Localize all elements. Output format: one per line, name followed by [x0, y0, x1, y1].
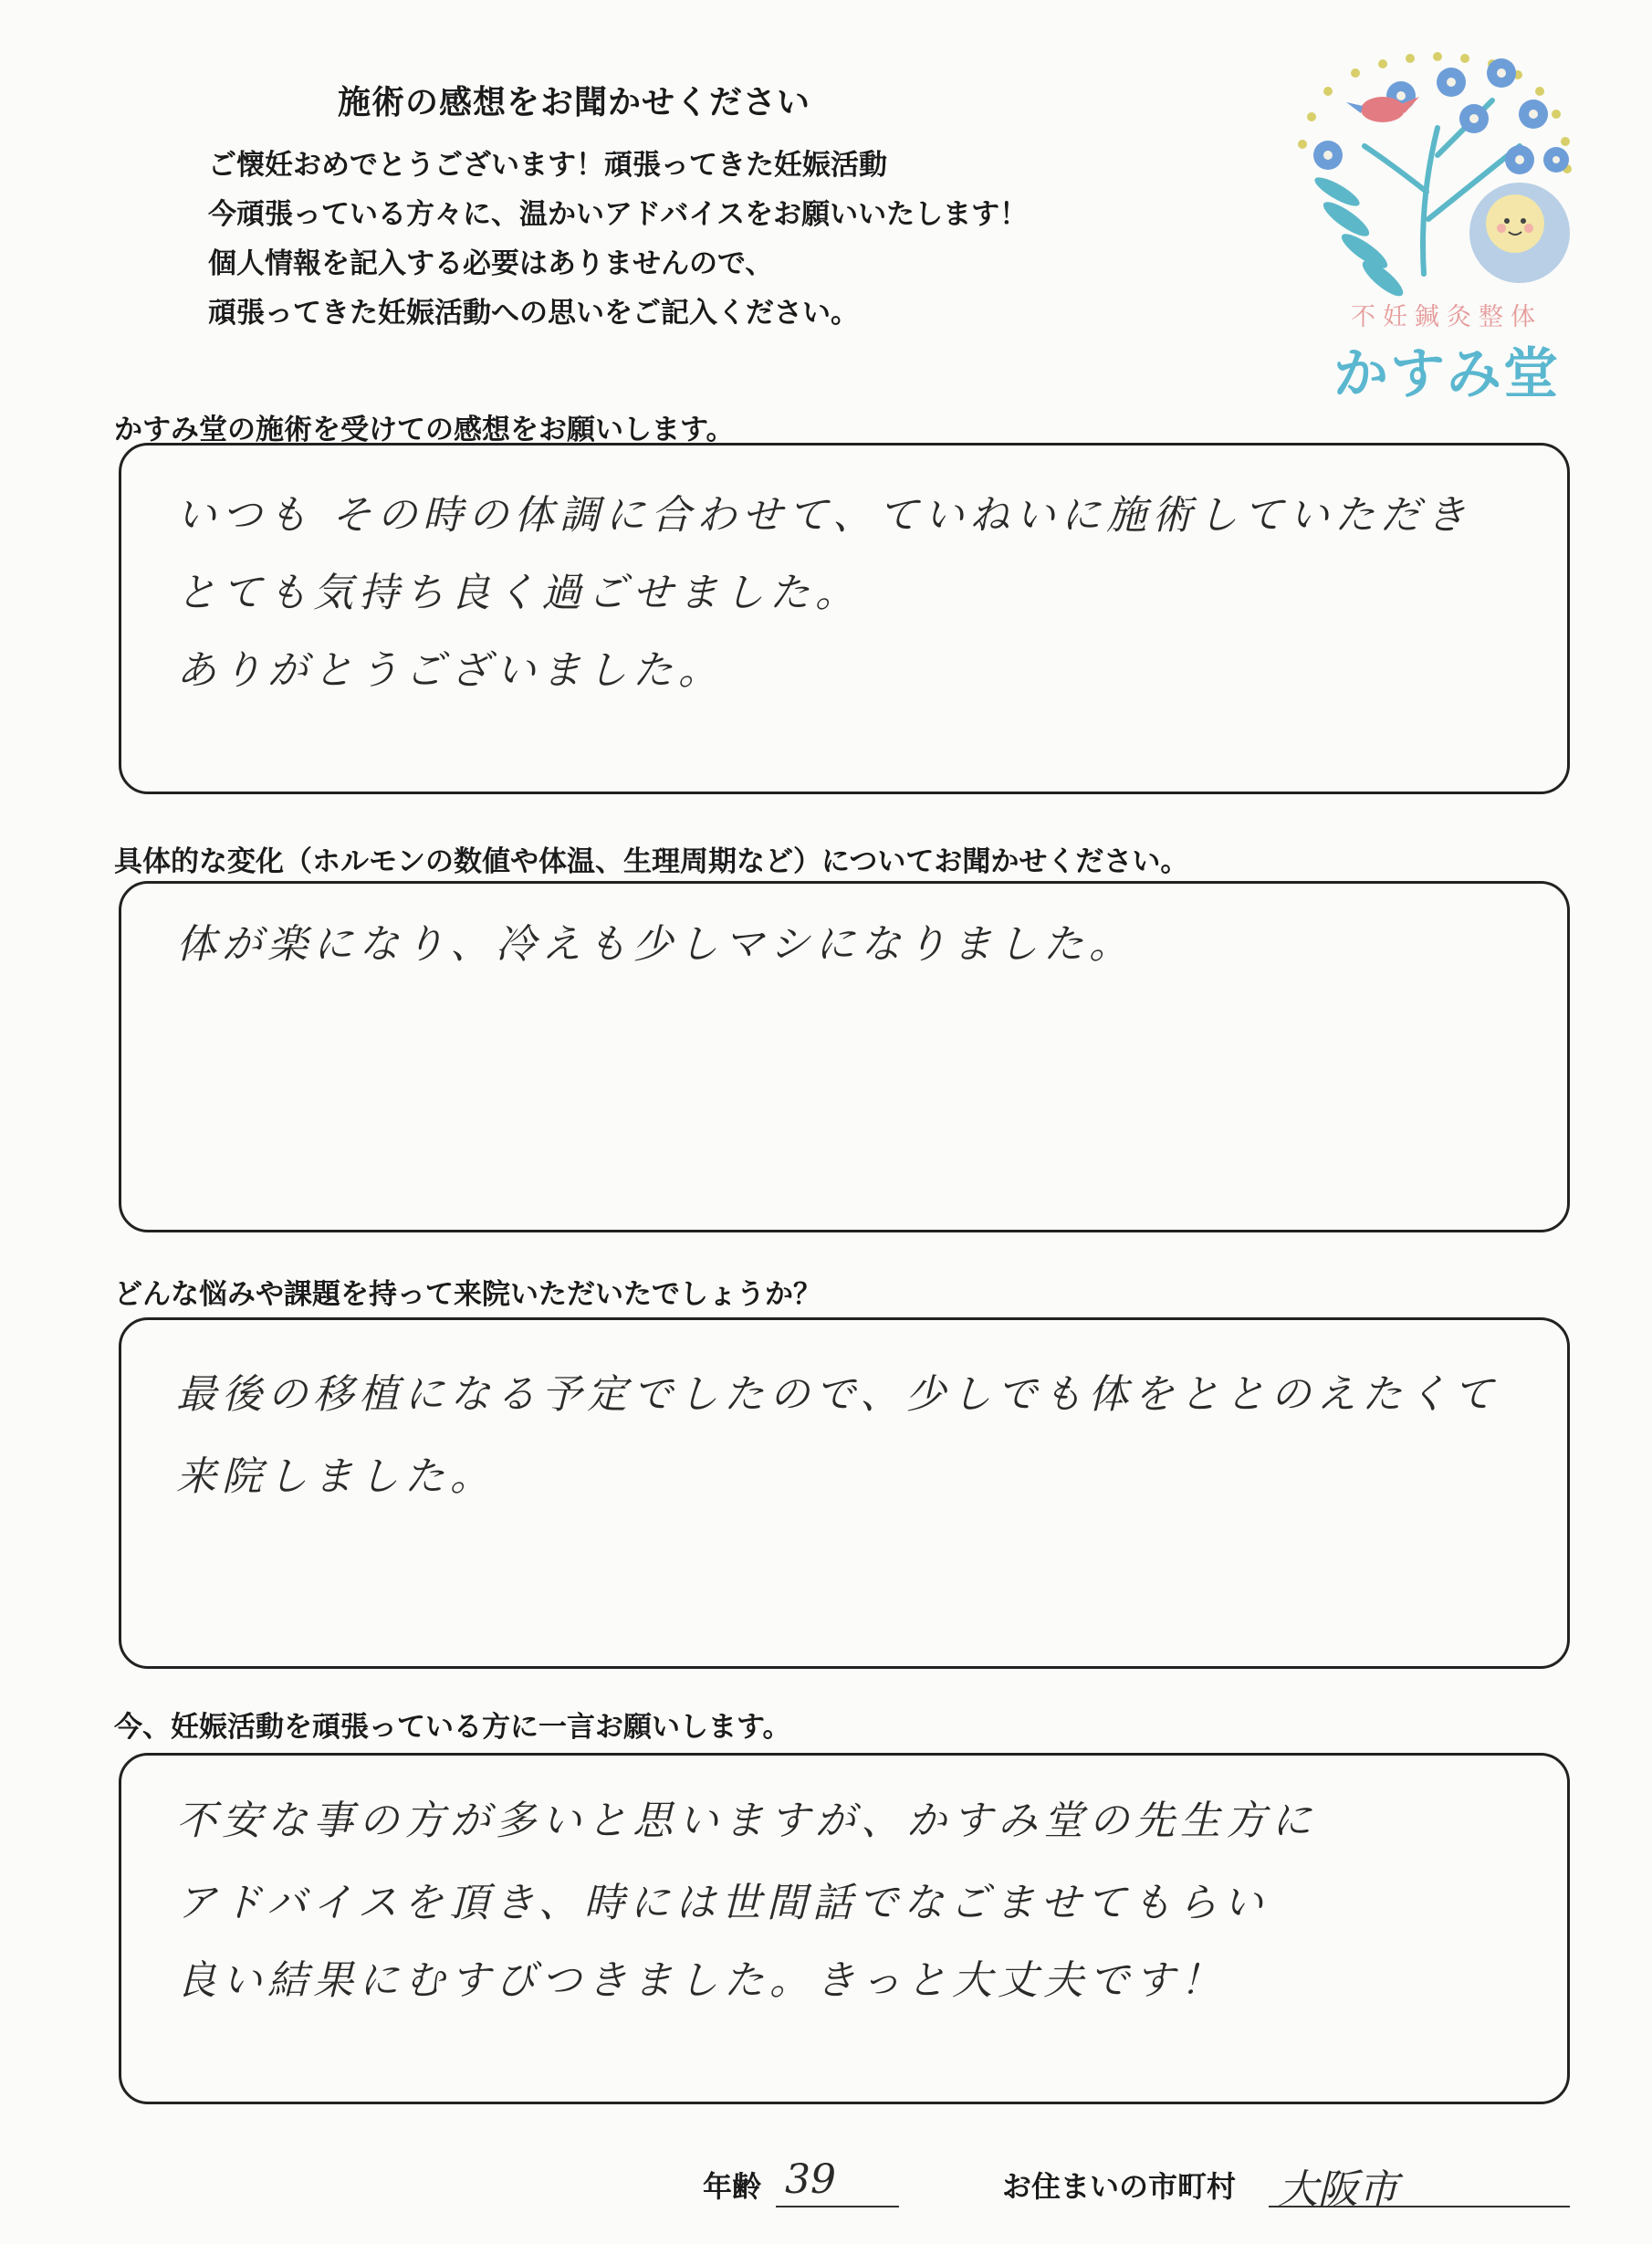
leaves	[1312, 173, 1407, 297]
answer-box-message	[119, 1753, 1570, 2104]
age-label: 年齢	[703, 2169, 762, 2204]
intro-line: ご懐妊おめでとうございます！頑張ってきた妊娠活動	[208, 149, 887, 182]
handwritten-line: 良い結果にむすびつきました。きっと大丈夫です！	[176, 1957, 1226, 2004]
city-label: お住まいの市町村	[1002, 2169, 1237, 2204]
handwritten-line: 来院しました。	[176, 1453, 496, 1500]
handwritten-line: 不安な事の方が多いと思いますが、かすみ堂の先生方に	[176, 1798, 1317, 1844]
answer-box-impression	[119, 443, 1570, 794]
answer-box-concerns	[119, 1317, 1570, 1669]
intro-line: 今頑張っている方々に、温かいアドバイスをお願いいたします！	[208, 198, 1029, 231]
intro-line: 頑張ってきた妊娠活動への思いをご記入ください。	[208, 297, 859, 330]
page-title: 施術の感想をお聞かせください	[338, 84, 811, 121]
question-label-concerns: どんな悩みや課題を持って来院いただいたでしょうか？	[114, 1278, 821, 1311]
intro-text	[208, 141, 1028, 338]
logo-illustration	[1291, 46, 1593, 297]
city-value: 大阪市	[1269, 2156, 1570, 2207]
question-label-changes: 具体的な変化（ホルモンの数値や体温、生理周期など）についてお聞かせください。	[114, 845, 1189, 878]
intro-line: 個人情報を記入する必要はありませんので、	[208, 247, 774, 280]
baby-icon	[1469, 183, 1570, 283]
handwritten-line: 体が楽になり、冷えも少しマシになりました。	[176, 921, 1134, 968]
handwritten-line: アドバイスを頂き、時には世間話でなごませてもらい	[176, 1880, 1269, 1926]
handwritten-line: ありがとうございました。	[176, 647, 724, 694]
handwritten-line: いつも その時の体調に合わせて、ていねいに施術していただき	[176, 492, 1472, 539]
logo-tagline: 不妊鍼灸整体	[1351, 303, 1542, 331]
question-label-impression: かすみ堂の施術を受けての感想をお願いします。	[114, 414, 735, 446]
handwritten-line: とても気持ち良く過ごせました。	[176, 570, 861, 616]
logo-name: かすみ堂	[1333, 342, 1560, 406]
age-value: 39	[776, 2156, 899, 2207]
handwritten-line: 最後の移植になる予定でしたので、少しでも体をととのえたくて	[176, 1371, 1500, 1418]
clinic-logo	[1291, 46, 1593, 411]
answer-box-changes	[119, 881, 1570, 1232]
question-label-message: 今、妊娠活動を頑張っている方に一言お願いします。	[114, 1711, 791, 1744]
